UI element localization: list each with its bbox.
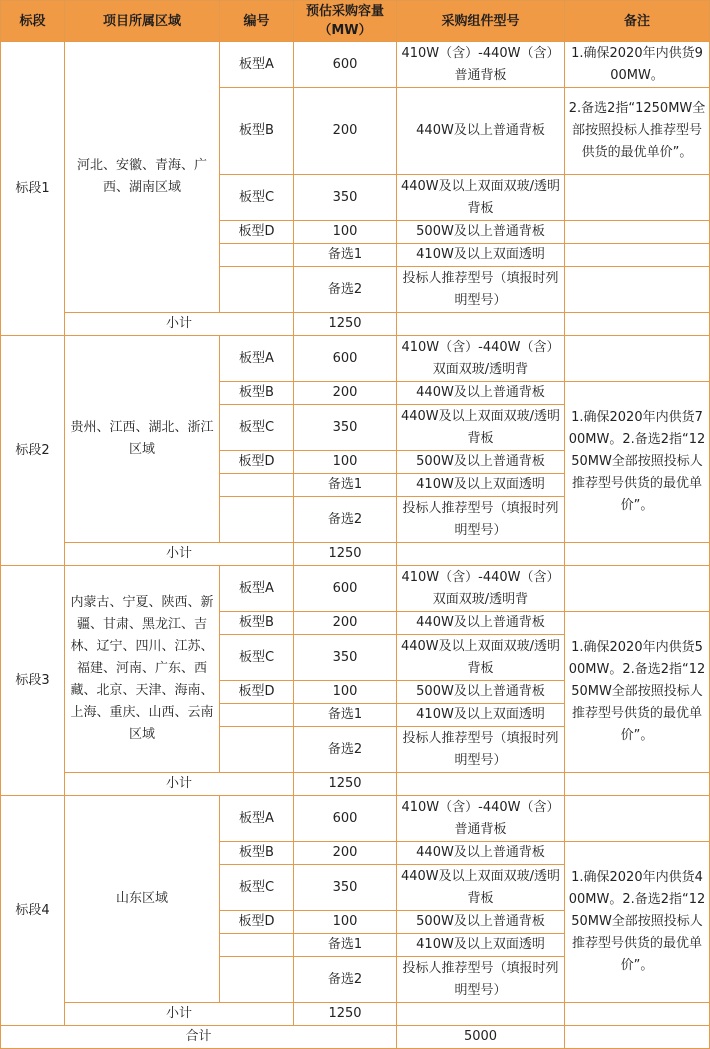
empty-cell: [565, 1026, 710, 1049]
capacity-cell: 备选2: [294, 727, 397, 773]
model-cell: 440W及以上普通背板: [397, 88, 565, 175]
empty-cell: [565, 313, 710, 336]
code-cell: 板型B: [220, 842, 294, 865]
model-cell: 410W及以上双面透明: [397, 474, 565, 497]
remark-cell: 1.确保2020年内供货900MW。: [565, 42, 710, 88]
capacity-cell: 100: [294, 451, 397, 474]
capacity-cell: 600: [294, 42, 397, 88]
model-cell: 440W及以上双面双玻/透明背板: [397, 175, 565, 221]
capacity-cell: 200: [294, 612, 397, 635]
code-cell: 板型C: [220, 865, 294, 911]
capacity-cell: 600: [294, 336, 397, 382]
model-cell: 410W及以上双面透明: [397, 704, 565, 727]
model-cell: 投标人推荐型号（填报时列明型号）: [397, 497, 565, 543]
remark-empty-cell: [565, 244, 710, 267]
code-cell: [220, 497, 294, 543]
capacity-cell: 备选2: [294, 267, 397, 313]
code-cell: 板型D: [220, 221, 294, 244]
total-row: [1, 1026, 710, 1049]
empty-cell: [565, 773, 710, 796]
subtotal-label: 小计: [65, 313, 294, 336]
code-cell: 板型B: [220, 612, 294, 635]
remark-cell: 1.确保2020年内供货700MW。2.备选2指“1250MW全部按照投标人推荐型号供货的最优单价”。: [565, 382, 710, 543]
code-cell: 板型C: [220, 405, 294, 451]
code-cell: 板型C: [220, 175, 294, 221]
header-section: 标段: [1, 1, 65, 42]
capacity-cell: 备选1: [294, 474, 397, 497]
model-cell: 440W及以上普通背板: [397, 842, 565, 865]
header-capacity-line1: 预估采购容量: [305, 4, 384, 19]
remark-cell: 1.确保2020年内供货500MW。2.备选2指“1250MW全部按照投标人推荐型号供货的最优单价”。: [565, 612, 710, 773]
code-cell: [220, 474, 294, 497]
section-region: 内蒙古、宁夏、陕西、新疆、甘肃、黑龙江、吉林、辽宁、四川、江苏、福建、河南、广东、西藏、北京、天津、海南、上海、重庆、山西、云南区域: [65, 566, 220, 773]
subtotal-row: [1, 1003, 710, 1026]
empty-cell: [565, 543, 710, 566]
code-cell: 板型C: [220, 635, 294, 681]
code-cell: [220, 704, 294, 727]
code-cell: 板型A: [220, 566, 294, 612]
model-cell: 440W及以上普通背板: [397, 612, 565, 635]
header-row: [1, 1, 710, 42]
section-name: 标段1: [1, 42, 65, 336]
model-cell: 410W（含）-440W（含）普通背板: [397, 796, 565, 842]
code-cell: [220, 934, 294, 957]
model-cell: 410W（含）-440W（含）双面双玻/透明背: [397, 336, 565, 382]
model-cell: 投标人推荐型号（填报时列明型号）: [397, 267, 565, 313]
code-cell: 板型B: [220, 88, 294, 175]
remark-empty-cell: [565, 267, 710, 313]
capacity-cell: 100: [294, 221, 397, 244]
section-name: 标段3: [1, 566, 65, 796]
empty-cell: [397, 773, 565, 796]
subtotal-value: 1250: [294, 313, 397, 336]
code-cell: 板型A: [220, 796, 294, 842]
section-name: 标段4: [1, 796, 65, 1026]
model-cell: 440W及以上双面双玻/透明背板: [397, 405, 565, 451]
remark-empty-cell: [565, 175, 710, 221]
total-value: 5000: [397, 1026, 565, 1049]
subtotal-row: [1, 773, 710, 796]
capacity-cell: 600: [294, 796, 397, 842]
empty-cell: [397, 1003, 565, 1026]
section-region: 山东区域: [65, 796, 220, 1003]
code-cell: [220, 244, 294, 267]
remark-cell: 2.备选2指“1250MW全部按照投标人推荐型号供货的最优单价”。: [565, 88, 710, 175]
capacity-cell: 备选1: [294, 934, 397, 957]
capacity-cell: 备选1: [294, 704, 397, 727]
subtotal-value: 1250: [294, 773, 397, 796]
model-cell: 440W及以上双面双玻/透明背板: [397, 865, 565, 911]
capacity-cell: 200: [294, 88, 397, 175]
model-cell: 500W及以上普通背板: [397, 911, 565, 934]
section-region: 贵州、江西、湖北、浙江区域: [65, 336, 220, 543]
total-label: 合计: [1, 1026, 397, 1049]
header-region: 项目所属区域: [65, 1, 220, 42]
subtotal-value: 1250: [294, 543, 397, 566]
table-row: [1, 42, 710, 88]
remark-empty-cell: [565, 221, 710, 244]
capacity-cell: 100: [294, 911, 397, 934]
capacity-cell: 200: [294, 382, 397, 405]
remark-empty-cell: [565, 796, 710, 842]
model-cell: 500W及以上普通背板: [397, 221, 565, 244]
subtotal-row: [1, 313, 710, 336]
model-cell: 440W及以上双面双玻/透明背板: [397, 635, 565, 681]
header-model: 采购组件型号: [397, 1, 565, 42]
subtotal-label: 小计: [65, 1003, 294, 1026]
table-row: [1, 796, 710, 842]
remark-empty-cell: [565, 336, 710, 382]
header-capacity: [294, 1, 397, 42]
model-cell: 410W及以上双面透明: [397, 934, 565, 957]
model-cell: 500W及以上普通背板: [397, 681, 565, 704]
code-cell: 板型A: [220, 336, 294, 382]
code-cell: 板型B: [220, 382, 294, 405]
remark-empty-cell: [565, 566, 710, 612]
subtotal-label: 小计: [65, 773, 294, 796]
model-cell: 440W及以上普通背板: [397, 382, 565, 405]
header-code: 编号: [220, 1, 294, 42]
model-cell: 500W及以上普通背板: [397, 451, 565, 474]
model-cell: 投标人推荐型号（填报时列明型号）: [397, 727, 565, 773]
section-name: 标段2: [1, 336, 65, 566]
table-row: [1, 566, 710, 612]
model-cell: 410W（含）-440W（含）普通背板: [397, 42, 565, 88]
empty-cell: [565, 1003, 710, 1026]
code-cell: 板型D: [220, 681, 294, 704]
section-region: 河北、安徽、青海、广西、湖南区域: [65, 42, 220, 313]
empty-cell: [397, 313, 565, 336]
empty-cell: [397, 543, 565, 566]
capacity-cell: 200: [294, 842, 397, 865]
capacity-cell: 备选1: [294, 244, 397, 267]
capacity-cell: 350: [294, 865, 397, 911]
code-cell: [220, 957, 294, 1003]
code-cell: 板型D: [220, 911, 294, 934]
code-cell: [220, 267, 294, 313]
capacity-cell: 100: [294, 681, 397, 704]
capacity-cell: 350: [294, 635, 397, 681]
capacity-cell: 350: [294, 175, 397, 221]
subtotal-label: 小计: [65, 543, 294, 566]
table-row: [1, 336, 710, 382]
capacity-cell: 备选2: [294, 957, 397, 1003]
code-cell: [220, 727, 294, 773]
header-remark: 备注: [565, 1, 710, 42]
model-cell: 410W（含）-440W（含）双面双玻/透明背: [397, 566, 565, 612]
remark-cell: 1.确保2020年内供货400MW。2.备选2指“1250MW全部按照投标人推荐型号供货的最优单价”。: [565, 842, 710, 1003]
model-cell: 投标人推荐型号（填报时列明型号）: [397, 957, 565, 1003]
capacity-cell: 600: [294, 566, 397, 612]
header-capacity-line2: （MW）: [318, 23, 372, 38]
capacity-cell: 备选2: [294, 497, 397, 543]
model-cell: 410W及以上双面透明: [397, 244, 565, 267]
code-cell: 板型D: [220, 451, 294, 474]
code-cell: 板型A: [220, 42, 294, 88]
subtotal-value: 1250: [294, 1003, 397, 1026]
capacity-cell: 350: [294, 405, 397, 451]
subtotal-row: [1, 543, 710, 566]
